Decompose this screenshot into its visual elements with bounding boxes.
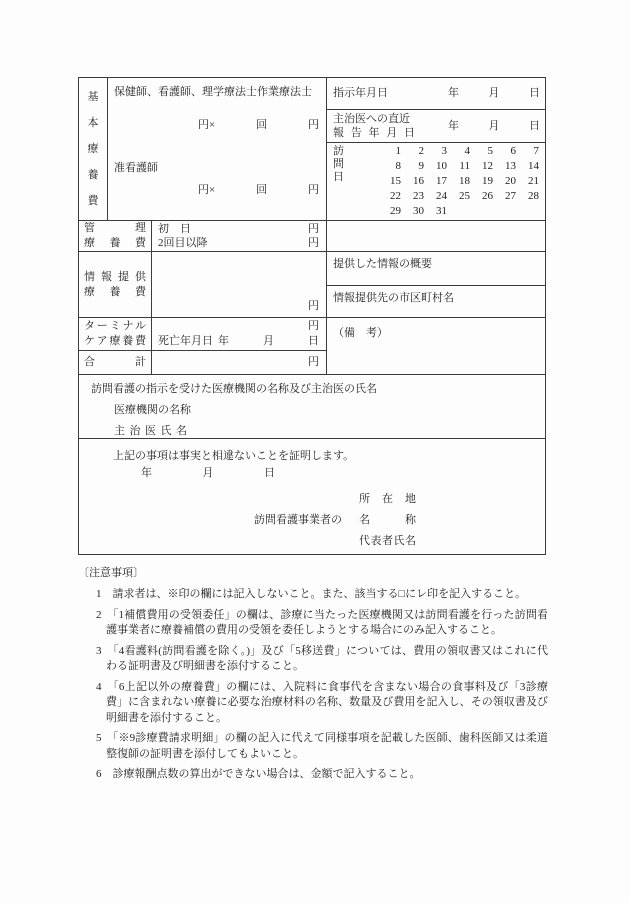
visit-day: 13 — [505, 160, 516, 172]
yen-label: 円 — [308, 119, 319, 131]
terminal-care-label-line2: ケア療養費 — [84, 335, 146, 347]
total-row — [79, 350, 326, 374]
instruction-date-label: 指示年月日 — [333, 87, 388, 99]
yen-times-label: 円× — [198, 184, 216, 196]
medical-org-name-label: 医療機関の名称 — [114, 404, 191, 416]
remarks-cell — [327, 317, 545, 374]
year-label: 年 — [448, 119, 459, 132]
fee-table-right-column — [327, 78, 545, 374]
staff-type-nurse-label: 保健師、看護師、理学療法士作業療法士 — [114, 86, 312, 98]
visit-day: 8 — [395, 160, 401, 172]
second-onward-label: 2回目以降 — [158, 237, 208, 249]
note-item: 1 請求者は、※印の欄には記入しないこと。また、該当する□にレ印を記入すること。 — [96, 588, 527, 600]
month-label: 月 — [202, 467, 214, 479]
fee-table-left-column — [79, 78, 327, 374]
provider-address-label: 所在地 — [359, 493, 416, 505]
year-label: 年 — [141, 467, 152, 479]
note-item: 6 診療報酬点数の算出ができない場合は、金額で記入すること。 — [96, 768, 421, 780]
month-label: 月 — [263, 335, 274, 347]
management-fee-row — [79, 220, 326, 251]
provider-signature-block — [254, 489, 545, 552]
visit-day: 26 — [482, 190, 493, 202]
remarks-label: （備 考） — [333, 327, 388, 339]
empty-cell — [327, 220, 545, 251]
latest-report-label-line1: 主治医への直近 — [333, 113, 410, 125]
year-label: 年 — [448, 87, 459, 99]
provider-prefix-label: 訪問看護事業者の — [254, 514, 342, 526]
management-fee-cell — [152, 221, 326, 251]
day-label: 日 — [264, 467, 275, 479]
month-label: 月 — [488, 87, 500, 99]
visit-day: 1 — [395, 145, 401, 157]
visit-day: 25 — [459, 190, 470, 202]
latest-report-date-fields — [448, 119, 540, 134]
management-second-onward-row — [158, 236, 319, 250]
latest-report-date-row — [327, 109, 545, 142]
provider-name-label: 名称 — [359, 514, 416, 526]
management-fee-label-line2: 療養費 — [84, 237, 146, 249]
basic-fee-cell — [108, 78, 326, 220]
basic-fee-label — [79, 78, 108, 220]
info-provision-label-line1: 情報提供 — [84, 270, 146, 283]
basic-fee-row — [79, 78, 326, 220]
yen-label: 円 — [308, 300, 319, 312]
visit-day: 7 — [533, 145, 539, 157]
total-cell — [152, 351, 326, 374]
yen-times-label: 円× — [198, 119, 216, 131]
note-item: 4 「6上記以外の療養費」の欄には、入院料に食事代を含まない場合の食事料及び「3診療費」に含まれない療養に必要な治療材料の名称、数量及び費用を記入し、その領収書及び明細書を添付すること。 — [96, 680, 548, 724]
visit-day: 17 — [436, 175, 447, 187]
month-label: 月 — [488, 119, 500, 132]
yen-label: 円 — [308, 356, 319, 368]
certification-date-fields — [141, 465, 275, 482]
visit-day: 12 — [482, 160, 493, 172]
info-provision-fee-row — [79, 251, 326, 317]
note-item: 5 「※9診療費請求明細」の欄の記入に代えて同様事項を記載した医師、歯科医師又は柔道整復師の証明書を添付してもよいこと。 — [96, 732, 548, 760]
death-date-fields — [218, 334, 319, 349]
year-label: 年 — [218, 335, 229, 347]
day-label: 日 — [529, 87, 540, 99]
basic-calc-row-2 — [114, 182, 319, 199]
times-label: 回 — [256, 119, 268, 131]
terminal-care-fee-label — [79, 318, 152, 350]
visit-day: 9 — [418, 160, 424, 172]
provider-name-row — [254, 510, 545, 531]
visit-day: 15 — [390, 175, 401, 187]
info-summary-label: 提供した情報の概要 — [333, 258, 432, 270]
terminal-care-fee-cell — [152, 318, 326, 350]
terminal-care-fee-row — [79, 317, 326, 350]
terminal-care-amount-row — [158, 319, 319, 334]
times-label: 回 — [256, 184, 268, 196]
instruction-date-fields — [448, 86, 540, 101]
visit-day: 20 — [505, 175, 516, 187]
info-provision-label-line2: 療養費 — [84, 285, 146, 298]
notes-section — [78, 565, 548, 783]
yen-label: 円 — [308, 320, 319, 332]
visit-day: 10 — [436, 160, 447, 172]
visit-day: 21 — [528, 175, 539, 187]
visit-day: 14 — [528, 160, 539, 172]
provider-address-row — [254, 489, 545, 510]
note-item: 3 「4看護料(訪問看護を除く。)」及び「5移送費」については、費用の領収書又はこれに代わる証明書及び明細書を添付すること。 — [96, 644, 548, 672]
visit-day: 2 — [418, 145, 424, 157]
management-fee-label — [79, 221, 152, 251]
info-city-cell — [327, 285, 545, 317]
visit-day: 27 — [505, 190, 516, 202]
visit-day: 31 — [436, 205, 447, 217]
visit-day: 24 — [436, 190, 447, 202]
certification-section — [79, 438, 545, 554]
visit-day: 18 — [459, 175, 470, 187]
info-summary-cell — [327, 251, 545, 285]
info-provision-fee-cell — [152, 252, 326, 317]
notes-list — [78, 587, 548, 783]
death-date-row — [158, 334, 319, 349]
visit-days-row — [327, 142, 545, 220]
visit-day: 29 — [390, 205, 401, 217]
total-label — [79, 351, 152, 374]
visit-day: 30 — [413, 205, 424, 217]
instruction-date-row — [327, 78, 545, 109]
certification-statement: 上記の事項は事実と相違ないことを証明します。 — [113, 450, 355, 462]
visit-day: 3 — [441, 145, 447, 157]
basic-calc-row-1 — [114, 117, 319, 134]
visit-day: 4 — [464, 145, 470, 157]
visit-day: 23 — [413, 190, 424, 202]
yen-label: 円 — [308, 223, 319, 235]
medical-org-section-title: 訪問看護の指示を受けた医療機関の名称及び主治医の氏名 — [91, 383, 377, 395]
death-date-label: 死亡年月日 — [158, 335, 213, 347]
management-first-day-row — [158, 222, 319, 236]
provider-representative-row — [254, 531, 545, 552]
visit-day: 11 — [459, 160, 470, 172]
visit-days-label: 訪問日 — [333, 145, 344, 183]
visit-day: 22 — [390, 190, 401, 202]
management-fee-label-line1: 管理 — [84, 222, 146, 234]
staff-type-assistant-nurse-label: 准看護師 — [114, 162, 158, 174]
latest-report-label — [333, 112, 415, 140]
visiting-nursing-fee-form — [78, 77, 546, 555]
yen-label: 円 — [308, 184, 319, 196]
notes-title: 〔注意事項〕 — [78, 567, 144, 579]
visit-day: 6 — [510, 145, 516, 157]
info-provision-fee-label — [79, 252, 152, 317]
fee-table — [79, 78, 545, 374]
provider-representative-label: 代表者氏名 — [359, 535, 416, 547]
day-label: 日 — [529, 119, 540, 132]
note-item: 2 「1補償費用の受領委任」の欄は、診療に当たった医療機関又は訪問看護を行った訪問看護事業者に療養補償の費用の受領を委任しようとする場合にのみ記入すること。 — [96, 608, 548, 636]
visit-day-grid — [378, 145, 539, 220]
total-label-text: 合計 — [84, 356, 146, 368]
day-label: 日 — [308, 335, 319, 347]
visit-day: 5 — [487, 145, 493, 157]
visit-day: 19 — [482, 175, 493, 187]
visit-day: 16 — [413, 175, 424, 187]
basic-fee-label-text: 基本療養費 — [87, 91, 99, 207]
terminal-care-label-line1: ターミナル — [84, 320, 146, 332]
first-day-label: 初 日 — [158, 223, 191, 235]
yen-label: 円 — [308, 237, 319, 249]
visit-day: 28 — [528, 190, 539, 202]
info-city-label: 情報提供先の市区町村名 — [333, 292, 454, 304]
medical-org-section — [79, 374, 545, 438]
latest-report-label-line2: 報告年月日 — [333, 127, 415, 139]
doctor-name-label: 主治医氏名 — [114, 425, 192, 437]
